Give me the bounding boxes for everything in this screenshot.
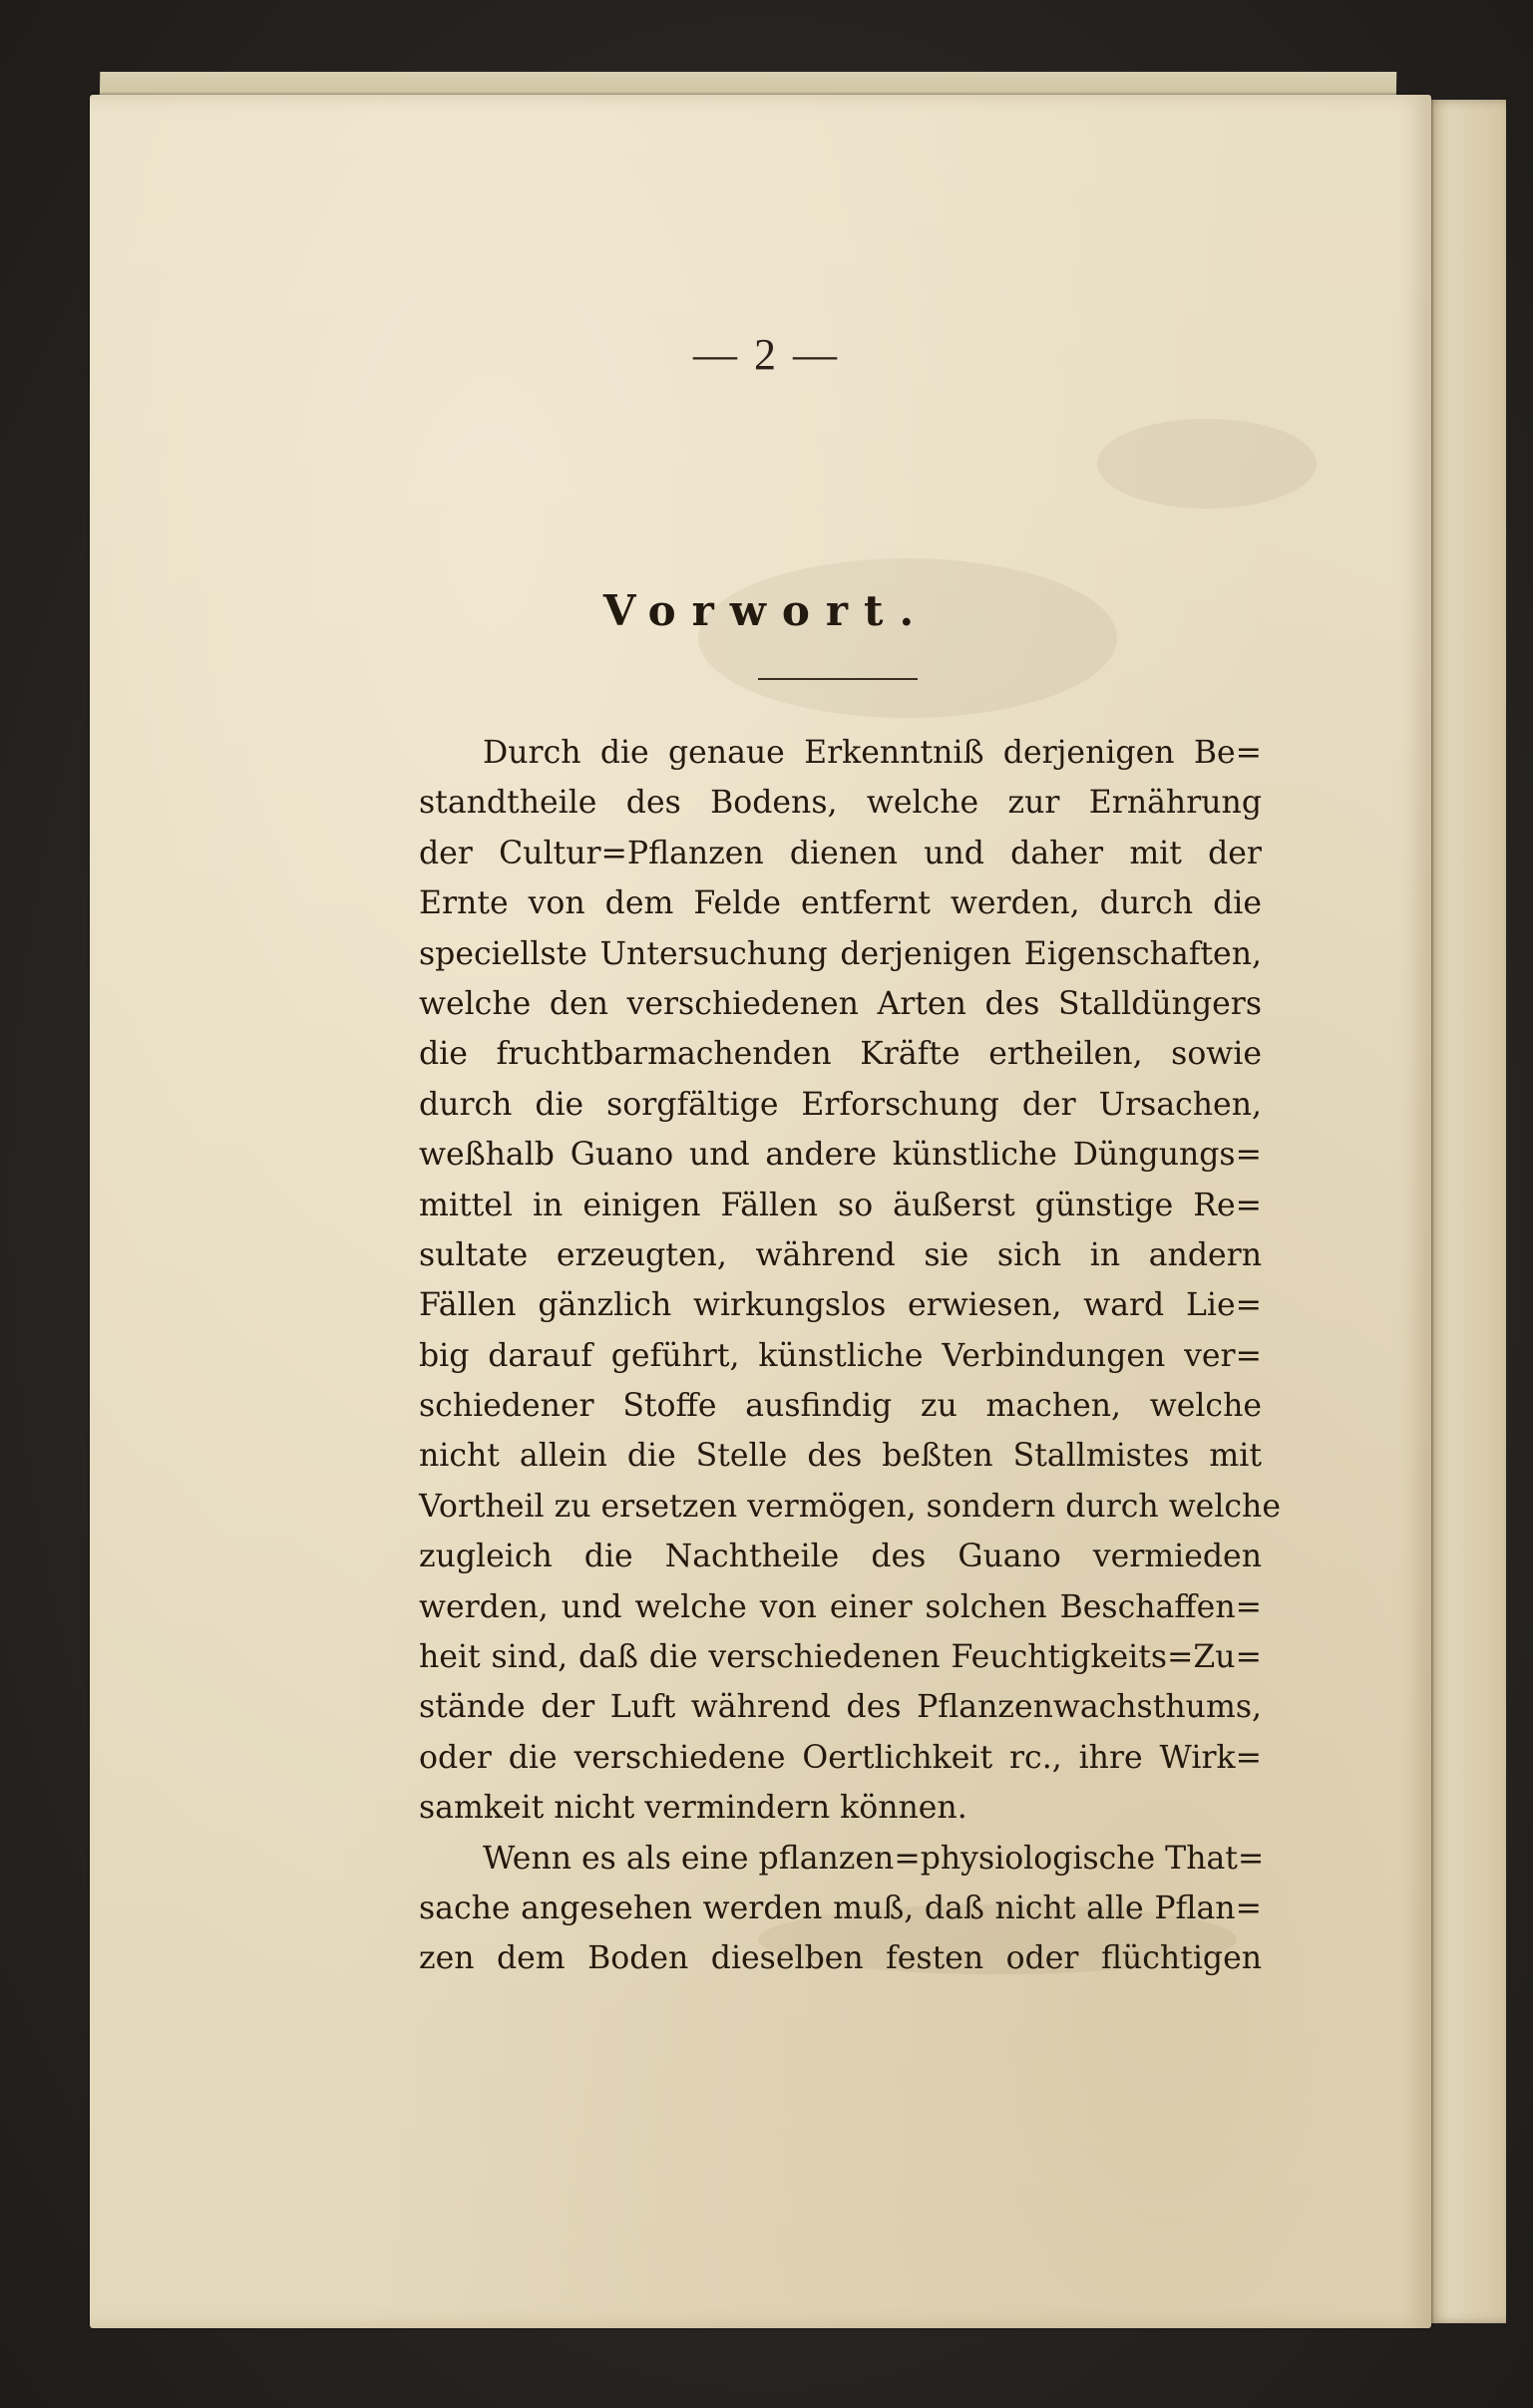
text-line: speciellste Untersuchung derjenigen Eigenschaften,	[419, 935, 1262, 972]
heading-rule	[758, 678, 918, 680]
text-line: zen dem Boden dieselben festen oder flüchtigen	[419, 1940, 1262, 1977]
text-line: Ernte von dem Felde entfernt werden, durch die	[419, 885, 1262, 922]
text-line: standtheile des Bodens, welche zur Ernährung	[419, 785, 1262, 822]
text-line: welche den verschiedenen Arten des Stalldüngers	[419, 985, 1262, 1022]
page-number: — 2 —	[693, 330, 840, 379]
text-line: schiedener Stoffe ausfindig zu machen, welche	[419, 1388, 1262, 1425]
text-line: werden, und welche von einer solchen Beschaffen=	[419, 1588, 1262, 1625]
paper-stain	[1097, 419, 1317, 509]
chapter-heading: Vorwort.	[602, 586, 931, 635]
text-line: oder die verschiedene Oertlichkeit rc., ihre Wirk=	[419, 1739, 1262, 1776]
text-line: zugleich die Nachtheile des Guano vermieden	[419, 1539, 1262, 1575]
paper-stain	[698, 558, 1117, 718]
text-line: sultate erzeugten, während sie sich in andern	[419, 1236, 1262, 1273]
text-line: Vortheil zu ersetzen vermögen, sondern durch welche	[419, 1488, 1281, 1525]
paragraph	[419, 1834, 1265, 1984]
text-line: nicht allein die Stelle des beßten Stallmistes mit	[419, 1438, 1262, 1475]
paragraph	[419, 728, 1281, 1834]
text-line: samkeit nicht vermindern können.	[419, 1790, 967, 1827]
text-line: die fruchtbarmachenden Kräfte ertheilen, sowie	[419, 1036, 1262, 1073]
next-page-edge	[1426, 100, 1506, 2323]
text-line: Fällen gänzlich wirkungslos erwiesen, ward Lie=	[419, 1287, 1262, 1324]
text-line: mittel in einigen Fällen so äußerst günstige Re=	[419, 1187, 1262, 1223]
text-line: big darauf geführt, künstliche Verbindungen ver=	[419, 1337, 1262, 1374]
text-line: sache angesehen werden muß, daß nicht alle Pflan=	[419, 1890, 1262, 1926]
text-line: heit sind, daß die verschiedenen Feuchtigkeits=Zu=	[419, 1639, 1262, 1676]
text-line: durch die sorgfältige Erforschung der Ursachen,	[419, 1086, 1262, 1123]
text-line: Durch die genaue Erkenntniß derjenigen Be=	[483, 735, 1262, 771]
text-line: der Cultur=Pflanzen dienen und daher mit der	[419, 835, 1262, 871]
text-line: Wenn es als eine pflanzen=physiologische That=	[483, 1840, 1265, 1877]
text-line: stände der Luft während des Pflanzenwachsthums,	[419, 1689, 1262, 1726]
text-line: weßhalb Guano und andere künstliche Düngungs=	[419, 1137, 1262, 1174]
body-text	[419, 728, 1281, 1984]
